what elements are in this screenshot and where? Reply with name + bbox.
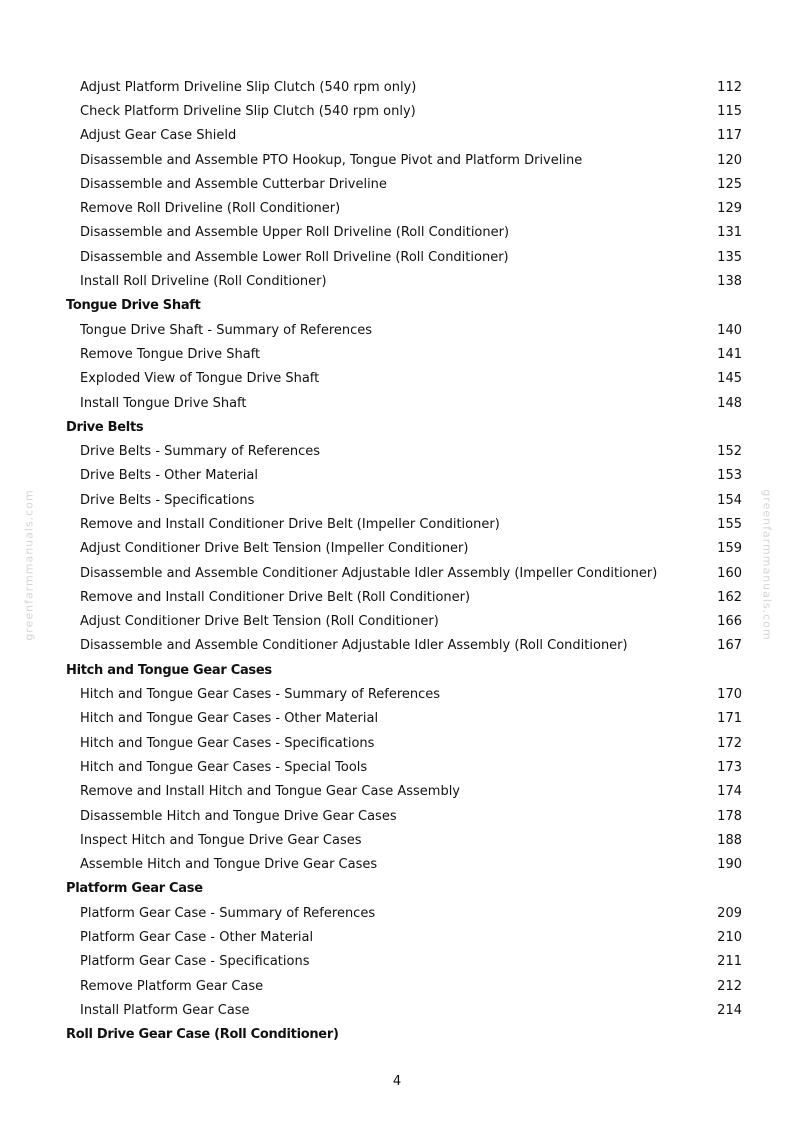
entry-page-number: 212 bbox=[717, 978, 742, 994]
entry-title: Drive Belts - Summary of References bbox=[80, 444, 320, 460]
table-of-contents bbox=[66, 75, 742, 1047]
toc-entry[interactable] bbox=[66, 367, 742, 391]
toc-entry[interactable] bbox=[66, 755, 742, 779]
toc-entry[interactable] bbox=[66, 731, 742, 755]
toc-entry[interactable] bbox=[66, 561, 742, 585]
entry-page-number: 152 bbox=[717, 444, 742, 460]
entry-title: Remove Tongue Drive Shaft bbox=[80, 346, 261, 362]
toc-entry[interactable] bbox=[66, 998, 742, 1022]
toc-entry[interactable] bbox=[66, 99, 742, 123]
entry-page-number: 120 bbox=[717, 152, 742, 168]
entry-title: Remove and Install Conditioner Drive Belt (Impeller Conditioner) bbox=[80, 516, 500, 532]
toc-entry[interactable] bbox=[66, 221, 742, 245]
entry-page-number: 153 bbox=[717, 468, 742, 484]
entry-page-number: 160 bbox=[717, 565, 742, 581]
entry-title: Install Platform Gear Case bbox=[80, 1002, 250, 1018]
toc-entry[interactable] bbox=[66, 707, 742, 731]
entry-title: Adjust Gear Case Shield bbox=[80, 128, 237, 144]
entry-title: Remove and Install Conditioner Drive Belt (Roll Conditioner) bbox=[80, 589, 471, 605]
toc-entry[interactable] bbox=[66, 974, 742, 998]
entry-page-number: 117 bbox=[717, 128, 742, 144]
entry-page-number: 138 bbox=[717, 274, 742, 290]
entry-title: Exploded View of Tongue Drive Shaft bbox=[80, 371, 320, 387]
entry-page-number: 174 bbox=[717, 784, 742, 800]
entry-page-number: 167 bbox=[717, 638, 742, 654]
toc-section-heading[interactable] bbox=[66, 877, 742, 901]
entry-page-number: 172 bbox=[717, 735, 742, 751]
section-title: Platform Gear Case bbox=[66, 881, 203, 897]
entry-title: Platform Gear Case - Summary of References bbox=[80, 905, 376, 921]
entry-page-number: 129 bbox=[717, 201, 742, 217]
entry-page-number: 170 bbox=[717, 687, 742, 703]
entry-title: Platform Gear Case - Specifications bbox=[80, 954, 310, 970]
entry-title: Disassemble and Assemble Conditioner Adjustable Idler Assembly (Roll Conditioner) bbox=[80, 638, 628, 654]
toc-entry[interactable] bbox=[66, 634, 742, 658]
toc-entry[interactable] bbox=[66, 488, 742, 512]
toc-entry[interactable] bbox=[66, 391, 742, 415]
toc-entry[interactable] bbox=[66, 585, 742, 609]
toc-entry[interactable] bbox=[66, 901, 742, 925]
entry-title: Check Platform Driveline Slip Clutch (540 rpm only) bbox=[80, 103, 416, 119]
entry-title: Adjust Conditioner Drive Belt Tension (Roll Conditioner) bbox=[80, 614, 439, 630]
entry-title: Disassemble and Assemble Upper Roll Driveline (Roll Conditioner) bbox=[80, 225, 510, 241]
entry-title: Disassemble Hitch and Tongue Drive Gear Cases bbox=[80, 808, 397, 824]
toc-entry[interactable] bbox=[66, 804, 742, 828]
entry-title: Remove Platform Gear Case bbox=[80, 978, 264, 994]
entry-page-number: 131 bbox=[717, 225, 742, 241]
toc-entry[interactable] bbox=[66, 682, 742, 706]
entry-page-number: 178 bbox=[717, 808, 742, 824]
section-title: Tongue Drive Shaft bbox=[66, 298, 201, 314]
entry-page-number: 188 bbox=[717, 832, 742, 848]
entry-page-number: 155 bbox=[717, 516, 742, 532]
section-title: Roll Drive Gear Case (Roll Conditioner) bbox=[66, 1027, 339, 1043]
toc-entry[interactable] bbox=[66, 537, 742, 561]
entry-page-number: 173 bbox=[717, 759, 742, 775]
entry-page-number: 145 bbox=[717, 371, 742, 387]
watermark-left: greenfarmmanuals.com bbox=[22, 489, 36, 641]
toc-entry[interactable] bbox=[66, 780, 742, 804]
toc-entry[interactable] bbox=[66, 172, 742, 196]
entry-title: Tongue Drive Shaft - Summary of References bbox=[80, 322, 373, 338]
entry-page-number: 166 bbox=[717, 614, 742, 630]
entry-title: Drive Belts - Other Material bbox=[80, 468, 259, 484]
entry-title: Hitch and Tongue Gear Cases - Summary of References bbox=[80, 687, 441, 703]
entry-page-number: 214 bbox=[717, 1002, 742, 1018]
entry-title: Adjust Conditioner Drive Belt Tension (Impeller Conditioner) bbox=[80, 541, 469, 557]
entry-title: Remove Roll Driveline (Roll Conditioner) bbox=[80, 201, 341, 217]
toc-section-heading[interactable] bbox=[66, 1023, 742, 1047]
entry-title: Adjust Platform Driveline Slip Clutch (540 rpm only) bbox=[80, 79, 417, 95]
section-title: Drive Belts bbox=[66, 419, 144, 435]
entry-title: Hitch and Tongue Gear Cases - Other Material bbox=[80, 711, 379, 727]
toc-entry[interactable] bbox=[66, 196, 742, 220]
entry-page-number: 148 bbox=[717, 395, 742, 411]
toc-entry[interactable] bbox=[66, 950, 742, 974]
entry-page-number: 125 bbox=[717, 176, 742, 192]
entry-title: Remove and Install Hitch and Tongue Gear Case Assembly bbox=[80, 784, 461, 800]
page-number: 4 bbox=[392, 1074, 402, 1089]
entry-page-number: 141 bbox=[717, 346, 742, 362]
toc-entry[interactable] bbox=[66, 464, 742, 488]
toc-entry[interactable] bbox=[66, 124, 742, 148]
entry-page-number: 209 bbox=[717, 905, 742, 921]
entry-title: Hitch and Tongue Gear Cases - Specifications bbox=[80, 735, 375, 751]
toc-entry[interactable] bbox=[66, 318, 742, 342]
entry-title: Install Tongue Drive Shaft bbox=[80, 395, 247, 411]
entry-page-number: 210 bbox=[717, 930, 742, 946]
entry-page-number: 162 bbox=[717, 589, 742, 605]
toc-entry[interactable] bbox=[66, 925, 742, 949]
entry-page-number: 211 bbox=[717, 954, 742, 970]
entry-page-number: 135 bbox=[717, 249, 742, 265]
entry-title: Hitch and Tongue Gear Cases - Special Tools bbox=[80, 759, 368, 775]
toc-entry[interactable] bbox=[66, 853, 742, 877]
toc-section-heading[interactable] bbox=[66, 294, 742, 318]
entry-title: Disassemble and Assemble PTO Hookup, Tongue Pivot and Platform Driveline bbox=[80, 152, 583, 168]
toc-entry[interactable] bbox=[66, 439, 742, 463]
toc-entry[interactable] bbox=[66, 512, 742, 536]
entry-page-number: 112 bbox=[717, 79, 742, 95]
toc-entry[interactable] bbox=[66, 610, 742, 634]
entry-page-number: 154 bbox=[717, 492, 742, 508]
toc-entry[interactable] bbox=[66, 148, 742, 172]
entry-page-number: 171 bbox=[717, 711, 742, 727]
entry-title: Disassemble and Assemble Conditioner Adjustable Idler Assembly (Impeller Conditioner) bbox=[80, 565, 658, 581]
toc-entry[interactable] bbox=[66, 75, 742, 99]
toc-entry[interactable] bbox=[66, 828, 742, 852]
toc-entry[interactable] bbox=[66, 245, 742, 269]
entry-title: Disassemble and Assemble Lower Roll Driveline (Roll Conditioner) bbox=[80, 249, 509, 265]
entry-title: Install Roll Driveline (Roll Conditioner) bbox=[80, 274, 327, 290]
watermark-right: greenfarmmanuals.com bbox=[760, 489, 774, 641]
toc-entry[interactable] bbox=[66, 269, 742, 293]
entry-title: Inspect Hitch and Tongue Drive Gear Cases bbox=[80, 832, 362, 848]
toc-section-heading[interactable] bbox=[66, 658, 742, 682]
entry-title: Assemble Hitch and Tongue Drive Gear Cases bbox=[80, 857, 378, 873]
section-title: Hitch and Tongue Gear Cases bbox=[66, 662, 272, 678]
entry-title: Platform Gear Case - Other Material bbox=[80, 930, 314, 946]
entry-title: Drive Belts - Specifications bbox=[80, 492, 255, 508]
entry-page-number: 140 bbox=[717, 322, 742, 338]
entry-page-number: 190 bbox=[717, 857, 742, 873]
toc-entry[interactable] bbox=[66, 342, 742, 366]
entry-page-number: 159 bbox=[717, 541, 742, 557]
toc-section-heading[interactable] bbox=[66, 415, 742, 439]
entry-title: Disassemble and Assemble Cutterbar Driveline bbox=[80, 176, 387, 192]
entry-page-number: 115 bbox=[717, 103, 742, 119]
